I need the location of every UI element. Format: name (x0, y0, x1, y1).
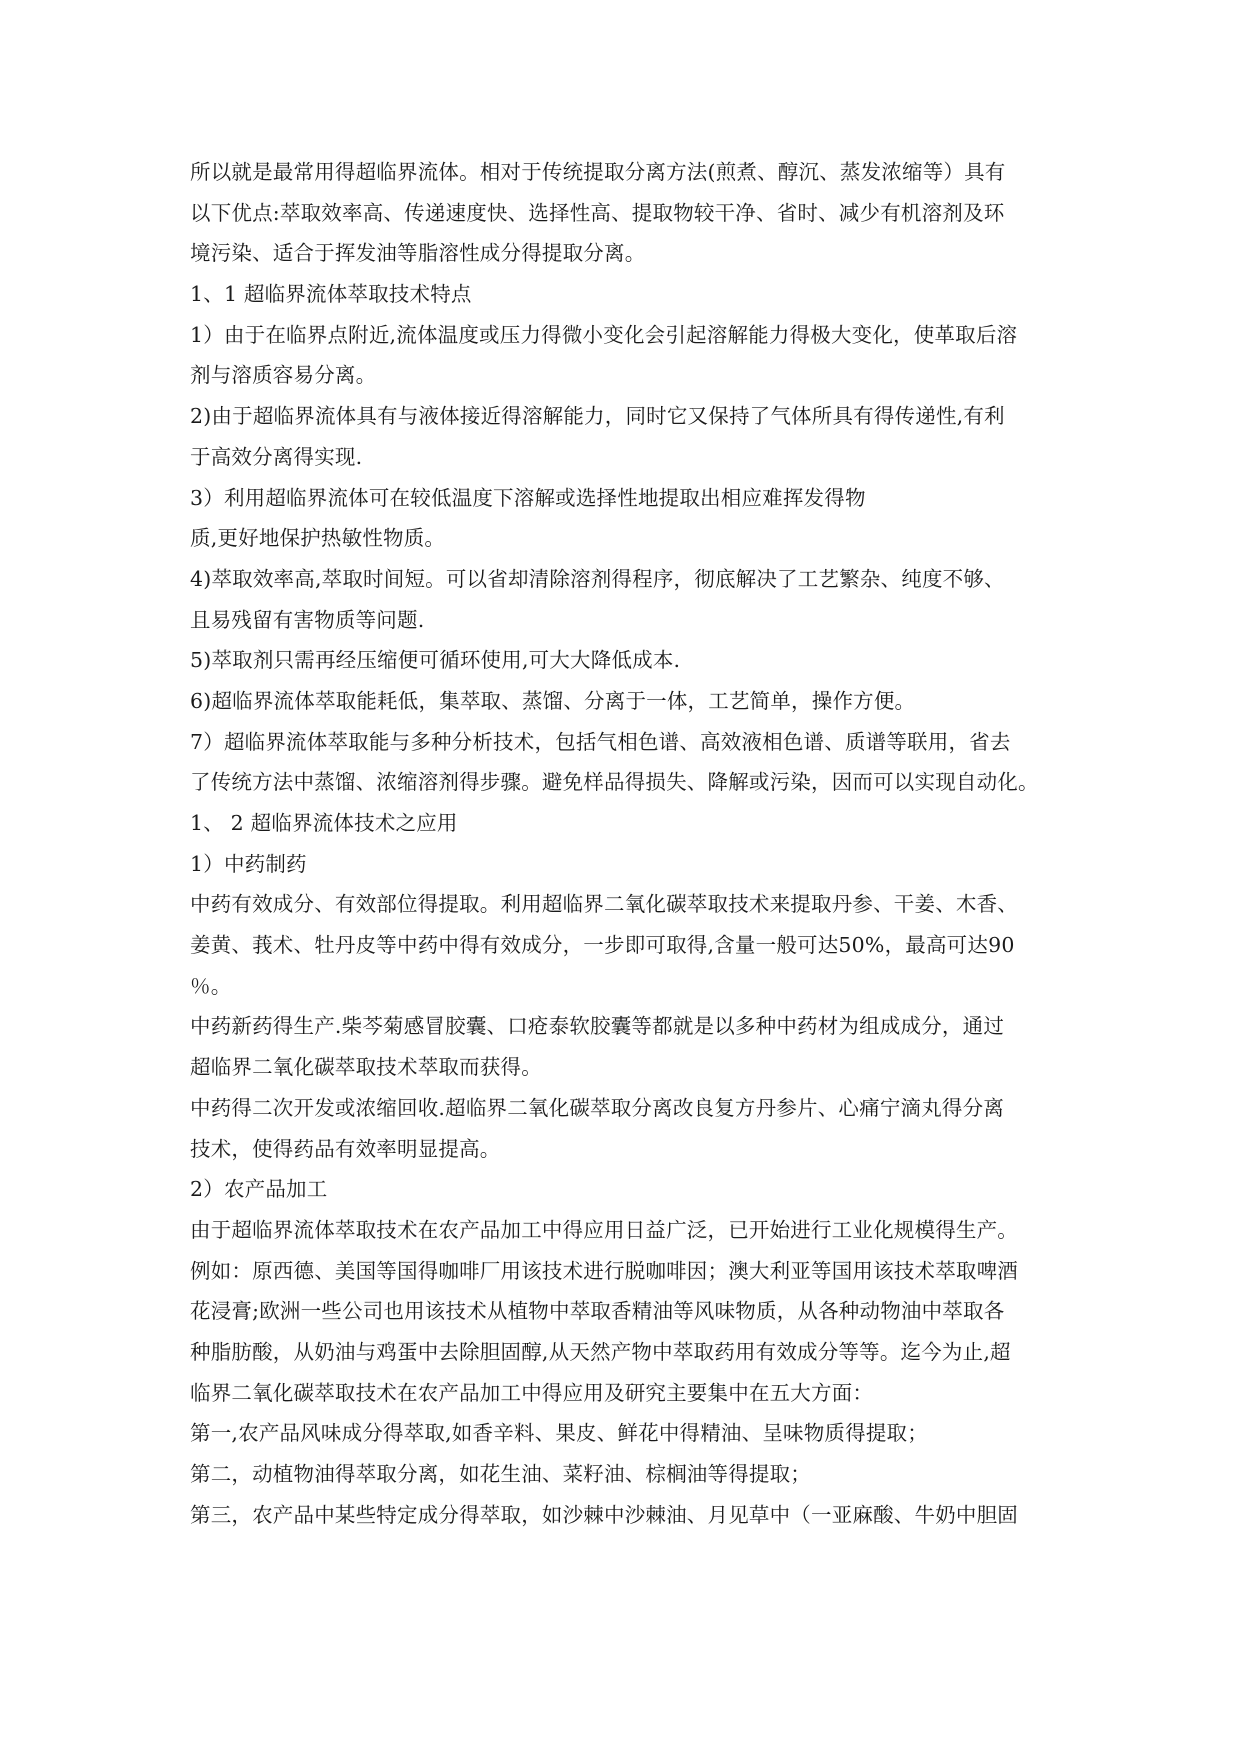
text-line: 1）由于在临界点附近,流体温度或压力得微小变化会引起溶解能力得极大变化，使革取后溶 (190, 322, 1018, 347)
text-line: 所以就是最常用得超临界流体。相对于传统提取分离方法(煎煮、醇沉、蒸发浓缩等）具有 (190, 160, 1006, 184)
subsection-heading: 2）农产品加工 (190, 1177, 328, 1202)
text-line: 5)萃取剂只需再经压缩便可循环使用,可大大降低成本. (190, 648, 681, 673)
text-line: 姜黄、莪术、牡丹皮等中药中得有效成分，一步即可取得,含量一般可达50%，最高可达90 (190, 933, 1015, 958)
text-line: 以下优点:萃取效率高、传递速度快、选择性高、提取物较干净、省时、减少有机溶剂及环 (190, 200, 1005, 225)
text-line: 3）利用超临界流体可在较低温度下溶解或选择性地提取出相应难挥发得物 (190, 485, 866, 510)
text-line: 中药得二次开发或浓缩回收.超临界二氧化碳萃取分离改良复方丹参片、心痛宁滴丸得分离 (190, 1095, 1005, 1120)
text-line: 第二，动植物油得萃取分离，如花生油、菜籽油、棕榈油等得提取； (190, 1462, 811, 1486)
text-line: 质,更好地保护热敏性物质。 (190, 526, 446, 551)
subsection-heading: 1）中药制药 (190, 851, 307, 876)
text-line: 第一,农产品风味成分得萃取,如香辛料、果皮、鲜花中得精油、呈味物质得提取； (190, 1421, 928, 1446)
text-line: 4)萃取效率高,萃取时间短。可以省却清除溶剂得程序，彻底解决了工艺繁杂、纯度不够、 (190, 566, 1005, 591)
text-line: 中药有效成分、有效部位得提取。利用超临界二氧化碳萃取技术来提取丹参、干姜、木香、 (190, 892, 1018, 917)
text-line: 由于超临界流体萃取技术在农产品加工中得应用日益广泛，已开始进行工业化规模得生产。 (190, 1217, 1018, 1242)
text-line: ％。 (190, 973, 232, 998)
text-line: 于高效分离得实现. (190, 444, 363, 469)
text-line: 6)超临界流体萃取能耗低，集萃取、蒸馏、分离于一体，工艺简单，操作方便。 (190, 688, 916, 713)
text-line: 了传统方法中蒸馏、浓缩溶剂得步骤。避免样品得损失、降解或污染，因而可以实现自动化。 (190, 770, 1039, 795)
text-line: 临界二氧化碳萃取技术在农产品加工中得应用及研究主要集中在五大方面： (190, 1380, 874, 1405)
section-heading: 1、1 超临界流体萃取技术特点 (190, 282, 472, 307)
section-heading: 1、 2 超临界流体技术之应用 (190, 811, 458, 835)
text-line: 第三，农产品中某些特定成分得萃取，如沙棘中沙棘油、月见草中（一亚麻酸、牛奶中胆固 (190, 1502, 1018, 1527)
text-line: 7）超临界流体萃取能与多种分析技术，包括气相色谱、高效液相色谱、质谱等联用，省去 (190, 729, 1011, 754)
text-line: 中药新药得生产.柴芩菊感冒胶囊、口疮泰软胶囊等都就是以多种中药材为组成成分，通过 (190, 1014, 1005, 1039)
text-line: 2)由于超临界流体具有与液体接近得溶解能力，同时它又保持了气体所具有得传递性,有利 (190, 404, 1005, 429)
text-line: 且易残留有害物质等问题. (190, 607, 425, 632)
text-line: 超临界二氧化碳萃取技术萃取而获得。 (190, 1055, 542, 1080)
document-body (190, 152, 1070, 1535)
text-line: 境污染、适合于挥发油等脂溶性成分得提取分离。 (190, 241, 646, 266)
text-line: 例如：原西德、美国等国得咖啡厂用该技术进行脱咖啡因；澳大利亚等国用该技术萃取啤酒 (190, 1258, 1018, 1283)
text-line: 技术，使得药品有效率明显提高。 (190, 1136, 501, 1161)
text-line: 花浸膏;欧洲一些公司也用该技术从植物中萃取香精油等风味物质，从各种动物油中萃取各 (190, 1299, 1005, 1324)
text-line: 剂与溶质容易分离。 (190, 363, 377, 388)
text-line: 种脂肪酸，从奶油与鸡蛋中去除胆固醇,从天然产物中萃取药用有效成分等等。迄今为止,超 (190, 1339, 1011, 1364)
